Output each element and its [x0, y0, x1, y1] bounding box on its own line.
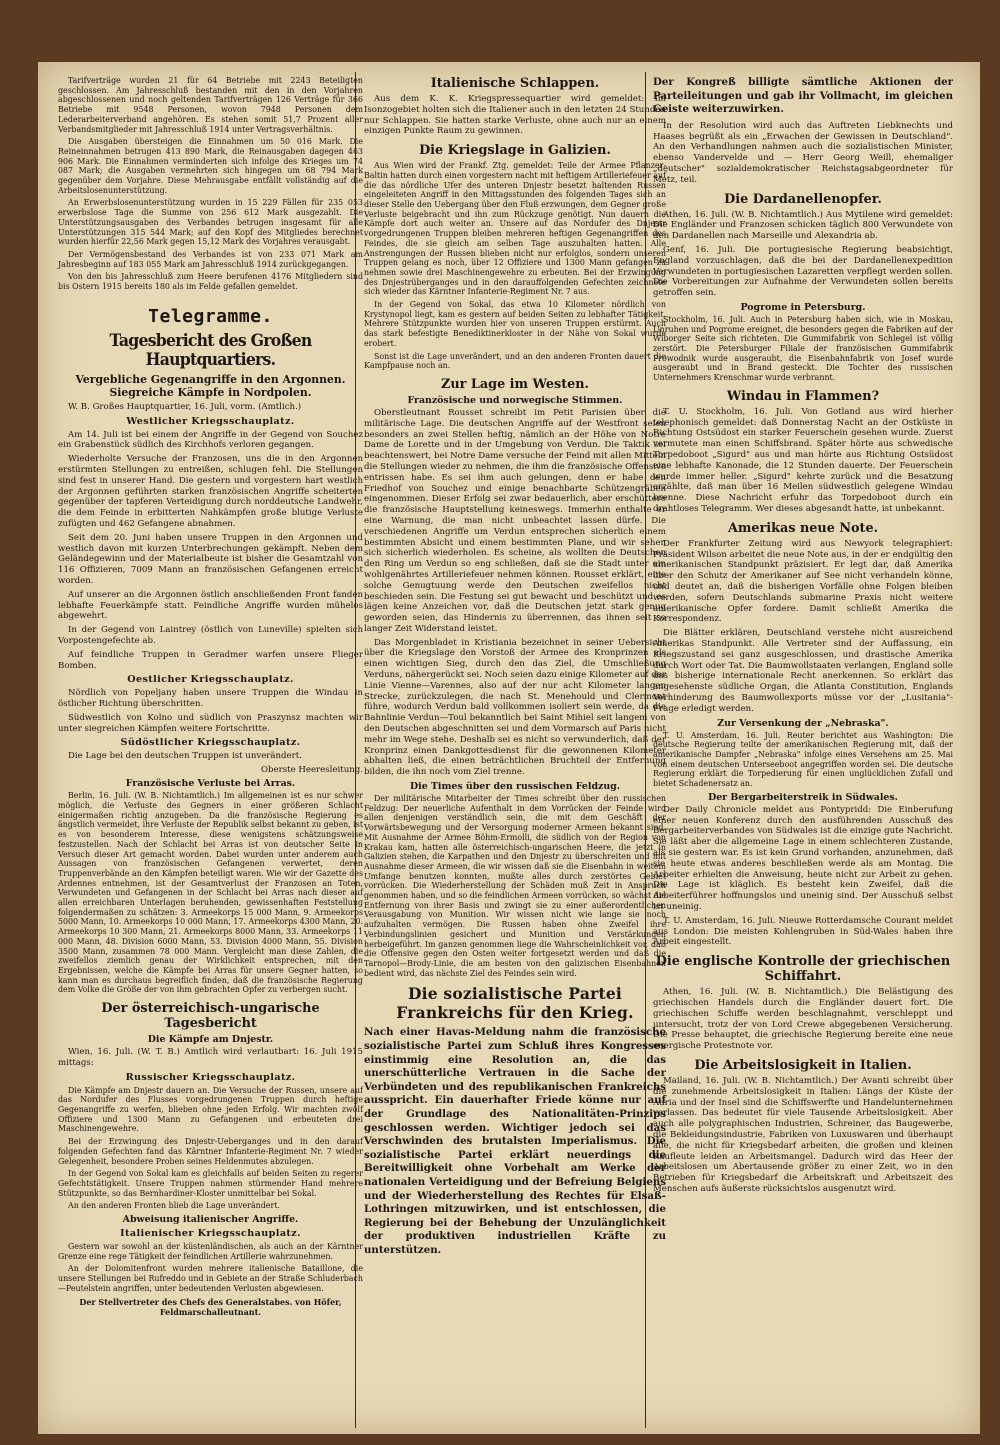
article-paragraph: In der Gegend von Laintrey (östlich von Luneville) spielten sich Vorpostengefechte ab. [58, 625, 363, 646]
section-heading: Westlicher Kriegsschauplatz. [126, 415, 295, 427]
newspaper-page [38, 62, 980, 1434]
article-paragraph: Der Daily Chronicle meldet aus Pontypridd: Die Einberufung einer neuen Konferenz durch den ausführenden Ausschuß des Bergarbeiterverbandes von Südwales ist die einzige gute Nachricht. Sie läßt aber die allgemeine Lage in einem schlechteren Zustande, als sie gestern war. Es ist kein Grund vorhanden, anzunehmen, daß sie heute etwas anderes beschließen werde als am Montag. Die Arbeiter erhielten die Anweisung, heute nicht zur Arbeit zu gehen. Die Lage ist kläglich. Es besteht kein Zweifel, daß die Arbeiterführer hoffnungslos und uneinig sind. Der Ausschuß selbst ist uneinig. [653, 804, 953, 912]
oest-subheading: Die Kämpfe am Dnjestr. [147, 1034, 274, 1046]
article-paragraph: In der Resolution wird auch das Auftreten Liebknechts und Haases begrüßt als ein „Erwachen der Gewissen in Deutschland". An den Verhandlungen nahmen auch die sozialistischen Minister, ebenso Vandervelde und — Herr Georg Weill, ehemaliger „deutscher" sozialdemokratischer Reichstagsabgeordneter für Metz, teil. [653, 120, 953, 185]
windau-heading: Windau in Flammen? [726, 388, 880, 404]
article-paragraph: Nördlich von Popeljany haben unsere Truppen die Windau in östlicher Richtung überschritten. [58, 688, 363, 710]
article-paragraph: Gestern war sowohl an der küstenländischen, als auch an der Kärntner Grenze eine rege Tätigkeit der feindlichen Artillerie wahrzunehmen. [58, 1242, 363, 1261]
article-paragraph: An den anderen Fronten blieb die Lage unverändert. [68, 1201, 280, 1211]
article-paragraph: An Erwerbslosenunterstützung wurden in 15 229 Fällen für 235 053 erwerbslose Tage die Summe von 256 612 Mark ausgezahlt. Die Unterstützungsausgaben des Verbandes betrugen insgesamt für alle Unterstützungen 315 544 Mark; auf den Kopf des Mitgliedes berechnet wurden hierfür 22,56 Mark gegen 15,12 Mark des Vorjahres verausgabt. [58, 198, 363, 247]
article-paragraph: Die Kämpfe am Dnjestr dauern an. Die Versuche der Russen, unsere auf das Nordufer des Flusses vorgedrungenen Truppen durch heftige Gegenangriffe zu werfen, blieben ohne jeden Erfolg. Wir machten zwölf Offiziere und 1300 Mann zu Gefangenen und erbeuteten drei Maschinengewehre. [58, 1085, 363, 1134]
section-heading: Russischer Kriegsschauplatz. [125, 1071, 296, 1083]
section-heading: Oestlicher Kriegsschauplatz. [127, 674, 294, 686]
oest-heading: Der österreichisch-ungarische Tagesbericht [101, 1001, 320, 1032]
article-paragraph: Von den bis Jahresschluß zum Heere berufenen 4176 Mitgliedern sind bis Ostern 1915 bereits 180 als im Felde gefallen gemeldet. [58, 272, 363, 292]
column-2 [364, 76, 666, 1261]
article-paragraph: Der Kongreß billigte sämtliche Aktionen der Parteileitungen und gab ihr Vollmacht, im gleichen Geiste weiterzuwirken. [653, 76, 953, 116]
westen-subheading: Französische und norwegische Stimmen. [407, 394, 623, 406]
article-paragraph: Aus Wien wird der Frankf. Ztg. gemeldet: Teile der Armee Pflanzer-Baltin hatten durch einen vorgestern nacht mit heftigem Artilleriefeuer auf die das nördliche Ufer des unteren Dnjestr besetzt haltenden Russen eingeleiteten Angriff in den Mittagsstunden des folgenden Tages sich an dieser Stelle den Uebergang über den Fluß erzwungen, dem Gegner große Verluste beigebracht und ihn zum Rückzuge genötigt. Nun dauern die Kämpfe dort auch weiter an. Unsere auf das Nordufer des Dnjestr vorgedrungenen Truppen bleiben mehreren heftigen Gegenangriffen des Feindes, die sie gleich am selben Tage auszuhalten hatten. Alle Anstrengungen der Russen blieben nicht nur erfolglos, sondern unseren Truppen gelang es noch, über 12 Offiziere und 1300 Mann gefangen zu nehmen sowie drei Maschinengewehre zu erbeuten. Bei der Erzwingung des Dnjestrüberganges und in den darauffolgenden Gefechten zeichnete sich wieder das Kärntner Infanterie-Regiment Nr. 7 aus. [364, 161, 667, 297]
dateline: Wien, 16. Juli. (W. T. B.) Amtlich wird verlautbart: 16. Juli 1915 mittags: [58, 1047, 363, 1068]
dard-heading: Die Dardanellenopfer. [724, 191, 882, 207]
times-heading: Die Times über den russischen Feldzug. [410, 781, 620, 793]
dateline: W. B. Großes Hauptquartier, 16. Juli, vorm. (Amtlich.) [68, 401, 302, 412]
schlappen-heading: Italienische Schlappen. [430, 76, 600, 91]
italien-heading: Die Arbeitslosigkeit in Italien. [694, 1057, 912, 1073]
tagesbericht-subheading: Vergebliche Gegenangriffe in den Argonnen. Siegreiche Kämpfe in Nordpolen. [75, 372, 346, 399]
article-paragraph: An der Dolomitenfront wurden mehrere italienische Bataillone, die unsere Stellungen bei Rufreddo und in Gebiete an der Straße Schluderbach—Peutelstein angriffen, unter bedeutenden Verlusten abgewiesen. [58, 1264, 363, 1293]
signature: Der Stellvertreter des Chefs des Generalstabes. von Höfer, Feldmarschalleutnant. [79, 1296, 342, 1317]
column-1 [58, 76, 363, 1319]
article-paragraph: Stockholm, 16. Juli. Auch in Petersburg haben sich, wie in Moskau, Unruhen und Pogrome ereignet, die besonders gegen die Fabriken auf der Wiborger Seite sich richteten. Die Gummifabrik von Schlegel ist völlig zerstört. Die Petersburger Filiale der französischen Gummifabrik Prowodnik wurde ausgeraubt, die Eisenbahnfabrik von Josef wurde ausgeraubt und in Brand gesteckt. Die Tochter des russischen Unternehmers Krenschmar wurde verbrannt. [653, 314, 953, 383]
article-paragraph: Wiederholte Versuche der Franzosen, uns die in den Argonnen erstürmten Stellungen zu entreißen, schlugen fehl. Die Stellungen sind fest in unserer Hand. Die gestern und vorgestern hart westlich der Argonnen geführten starken französischen Angriffe scheiterten gegenüber der tapferen Verteidigung durch norddeutsche Landwehr, die dem Feinde in erbitterten Nahkämpfen große blutige Verluste zufügten und 462 Gefangene abnahmen. [58, 454, 363, 529]
article-paragraph: Der Vermögensbestand des Verbandes ist von 233 071 Mark am Jahresbeginn auf 183 055 Mark am Jahresschluß 1914 zurückgegangen. [58, 249, 363, 269]
article-paragraph: In der Gegend von Sokal, das etwa 10 Kilometer nördlich von Krystynopol liegt, kam es gestern auf beiden Seiten zu lebhafter Tätigkeit. Mehrere Stützpunkte wurden hier von unseren Truppen erstürmt. Auch das stark befestigte Benediktinerkloster in der Nähe von Sokal wurde erobert. [364, 300, 666, 348]
westen-heading: Zur Lage im Westen. [440, 376, 590, 392]
article-paragraph: Seit dem 20. Juni haben unsere Truppen in den Argonnen und westlich davon mit kurzen Unterbrechungen gekämpft. Neben dem Geländegewinn und der Materialbeute ist bisher die Gesamtzahl von 116 Offizieren, 7009 Mann an französischen Gefangenen erreicht worden. [58, 532, 363, 586]
article-paragraph: Oberstleutnant Rousset schreibt im Petit Parisien über die militärische Lage. Die deutschen Angriffe auf der Westfront seien besonders an zwei Stellen heftig, nämlich an der Höhe von Notre Dame de Lorette und in der Umgebung von Verdun. Die Taktik sei beachtenswert, bei Notre Dame versuche der Feind mit allen Mitteln die Stellungen wieder zu nehmen, die ihm die französische Offensive entrissen habe. Es sei ihm auch gelungen, denn er habe den Friedhof von Souchez und einige benachbarte Schützengräben eingenommen. Dieser Erfolg sei zwar bedauerlich, aber erschüttere die französische Hauptstellung keineswegs. Immerhin enthalte er eine Warnung, die man nicht unbeachtet lassen dürfe. Die verschiedenen Angriffe um Verdun entsprechen sicherlich einem bestimmten Absicht und einem bestimmten Plane, und wir sehen sich sicherlich wiederholen. Es scheine, als wollten die Deutschen den Ring um Verdun so eng schließen, daß sie die Stadt unter ein wohlgenährtes Artilleriefeuer nehmen können. Rousset erklärt, eine solche Genugtuung werde den Deutschen zweifellos nicht beschieden sein. Die Festung sei gut bewacht und beschützt und es lägen keine Anzeichen vor, daß die Deutschen jetzt stark genug geworden seien, das Hindernis zu überrennen, das ihnen seit so langer Zeit Widerstand leistet. [364, 407, 666, 634]
article-paragraph: Athen, 16. Juli. (W. B. Nichtamtlich.) Aus Mytilene wird gemeldet: Die Engländer und Franzosen schicken täglich 800 Verwundete von den Dardanellen nach Marseille und Alexandria ab. [653, 209, 953, 242]
telegramme-heading: Telegramme. [148, 305, 273, 327]
column-3 [653, 76, 953, 1198]
article-paragraph: Genf, 16. Juli. Die portugiesische Regierung beabsichtigt, England vorzuschlagen, daß die bei der Dardanellenexpedition Verwundeten in portugiesischen Lazaretten verpflegt werden sollen. Die Vorbereitungen zur Aufnahme der Verwundeten sollen bereits getroffen sein. [653, 244, 953, 299]
pogrome-heading: Pogrome in Petersburg. [740, 301, 866, 313]
article-paragraph: Berlin, 16. Juli. (W. B. Nichtamtlich.) Im allgemeinen ist es nur schwer möglich, die Verluste des Gegners in einer größeren Schlacht einigermaßen richtig anzugeben. Da die französische Regierung es ängstlich vermeidet, ihre Verluste der Republik selbst bekannt zu geben, ist es von besonderem Interesse, diese wenigstens schätzungsweise festzustellen. Nach der Schlacht bei Arras ist von deutscher Seite in Versuch dieser Art gemacht worden. Dabei wurden unter anderem auch Aussagen von französischen Gefangenen verwertet, deren Truppenverbände an den Kämpfen beteiligt waren. Wie wir der Gazette des Ardennes entnehmen, ist der Gesamtverlust der Franzosen an Toten, Verwundeten und Gefangenen in der Schlacht bei Arras nach dieser auf allen erreichbaren Unterlagen beruhenden, gewissenhaften Feststellung folgendermaßen zu schätzen: 3. Armeekorps 15 000 Mann, 9. Armeekorps 5000 Mann, 10. Armeekorps 10 000 Mann, 17. Armeekorps 4300 Mann, 20. Armeekorps 10 300 Mann, 21. Armeekorps 8000 Mann, 33. Armeekorps 11 000 Mann, 48. Division 6000 Mann, 53. Division 4000 Mann, 55. Division 3500 Mann, zusammen 78 000 Mann. Vergleicht man diese Zahlen, die zweifellos ziemlich genau der Wirklichkeit entsprechen, mit den Ergebnissen, welche die Kämpfe bei Arras für unsere Gegner hatten, so kann man es durchaus begreiflich finden, daß die französische Regierung dem Volke die Größe der von ihm gebrachten Opfer zu verbergen sucht. [58, 791, 363, 995]
wales-heading: Der Bergarbeiterstreik in Südwales. [708, 791, 898, 803]
article-paragraph: Das Morgenbladet in Kristiania bezeichnet in seiner Uebersicht über die Kriegslage den Vorstoß der Armee des Kronprinzen als einen wichtigen Sieg, durch den das Ziel, die Umschließung Verduns, nähergerückt sei. Noch seien dazu einige Kilometer auf der Linie Vienne—Varennes, also auf der nur acht Kilometer langen Strecke, zurückzulegen, die nach St. Menehould und Clermont führe, wodurch Verdun bald vollkommen isoliert sein werde, da die Bahnlinie Verdun—Toul bekanntlich bei Saint Mihiel seit langem von den Deutschen abgeschnitten sei und dem Vormarsch auf Paris nicht mehr im Wege stehe. Deshalb sei es nicht so verwunderlich, daß der Kronprinz einen Dankgottesdienst für die gewonnenen Kilometer abhalten ließ, die einen beträchtlichen Bruchteil der Entfernung bilden, die ihn noch vom Ziel trenne. [364, 637, 666, 778]
amerika-heading: Amerikas neue Note. [727, 520, 879, 536]
article-paragraph: Auf feindliche Truppen in Geradmer warfen unsere Flieger Bomben. [58, 649, 363, 671]
arras-heading: Französische Verluste bei Arras. [125, 778, 296, 790]
tagesbericht-heading: Tagesbericht des Großen Hauptquartiers. [109, 330, 312, 369]
signature: Oberste Heeresleitung. [260, 765, 363, 776]
article-paragraph: Der Frankfurter Zeitung wird aus Newyork telegraphiert: Präsident Wilson arbeitet die neue Note aus, in der er endgültig den amerikanischen Standpunkt präzisiert. Er legt dar, daß Amerika über den Schutz der Amerikaner auf See nicht verhandeln könne, und deutet an, daß die bisherigen Vorfälle ohne Folgen bleiben werden, sofern Deutschlands submarine Praxis nicht weitere amerikanische Opfer fordere. Damit schließt Amerika die Korrespondenz. [653, 538, 953, 625]
article-paragraph: Nach einer Havas-Meldung nahm die französische sozialistische Partei zum Schluß ihres Kongresses einstimmig eine Resolution an, die das unerschütterliche Vertrauen in die Sache der Verbündeten und des republikanischen Frankreichs ausspricht. Ein dauerhafter Friede könne nur auf der Grundlage des Nationalitäten-Prinzips geschlossen werden. Wichtiger jedoch sei das Verschwinden des brutalsten Imperialismus. Die sozialistische Partei erklärt neuerdings die Bereitwilligkeit ohne Vorbehalt am Werke der nationalen Verteidigung und der Befreiung Belgiens und der Wiederherstellung des Rechtes für Elsaß-Lothringen mitzuwirken, und ist entschlossen, die Regierung bei der Behebung der Unzulänglichkeit der produktiven industriellen Kräfte zu unterstützen. [364, 1026, 666, 1256]
article-paragraph: Die Blätter erklären, Deutschland verstehe nicht ausreichend Amerikas Standpunkt. Alle Vertreter sind der Auffassung, ein Kriegszustand sei ganz ausgeschlossen, und drastische Amerika durch Wort oder Tat. Die Baumwollstaaten verlangen, England solle das bisherige internationale Recht anerkennen. So erklärt das angesehenste südliche Organ, die Atlanta Constitution, Englands Verhinderung des Baumwollexports müsse vor der „Lusitania"-Frage erledigt werden. [653, 628, 953, 714]
article-paragraph: T. U. Stockholm, 16. Juli. Von Gotland aus wird hierher telephonisch gemeldet: daß Donnerstag Nacht an der Ostküste in Richtung Ostsüdost ein starker Feuerschein gesehen wurde. Zuerst vermutete man einen Schiffsbrand. Später hörte aus schwedische Torpedoboot „Sigurd" aus und man hörte aus Richtung Ostsüdost eine lebhafte Kanonade, die 12 Stunden dauerte. Der Feuerschein wurde immer heller. „Sigurd" kehrte zurück und die Besatzung erzählte, daß man über 16 Meilen südwestlich gelegene Windau brenne. Diese Nachricht erfuhr das Torpedoboot durch ein drahtloses Telegramm. Wer dieses abgesandt hatte, ist unbekannt. [653, 406, 953, 515]
article-paragraph: Die Ausgaben übersteigen die Einnahmen um 50 016 Mark. Die Reineinnahmen betrugen 413 890 Mark, die Reinausgaben dagegen 463 906 Mark. Die Einnahmen verminderten sich infolge des Krieges um 74 087 Mark; die Ausgaben vermehrten sich hingegen um 68 794 Mark gegenüber dem Vorjahre. Diese Mehrausgabe entfällt vollständig auf die Arbeitslosenunterstützung. [58, 137, 363, 195]
griech-heading: Die englische Kontrolle der griechischen Schiffahrt. [655, 954, 951, 985]
article-paragraph: Mailand, 16. Juli. (W. B. Nichtamtlich.) Der Avanti schreibt über die zunehmende Arbeitslosigkeit in Italien: Längs der Küste der Adria und der Insel sind die Schiffswerfte und Handelunternehmen verlassen. Das bedeutet für viele Tausende Arbeitslosigkeit. Aber auch alle polygraphischen Industrien, Schreiner, das Baugewerbe, die Bekleidungsindustrie, Fabriken von Luxuswaren und überhaupt alle, die nicht für Kriegsbedarf arbeiten, die großen und kleinen Kaufleute leiden an Arbeitsmangel. Dadurch wird das Heer der Arbeitslosen um Abertausende größer zu einer Zeit, wo in den Betrieben für Kriegsbedarf die Arbeitskraft und Arbeitszeit des Menschen aufs äußerste rücksichtslos ausgenutzt wird. [653, 1075, 953, 1194]
galizien-heading: Die Kriegslage in Galizien. [419, 143, 611, 159]
article-paragraph: T. U. Amsterdam, 16. Juli. Reuter berichtet aus Washington: Die deutsche Regierung teilte der amerikanischen Regierung mit, daß der amerikanische Dampfer „Nebraska" infolge eines Versehens am 25. Mai von einem deutschen Unterseeboot angegriffen worden sei. Die deutsche Regierung erklärt die Torpedierung für einen unglücklichen Zufall und bietet Schadenersatz an. [653, 730, 953, 789]
article-paragraph: Sonst ist die Lage unverändert, und an den anderen Fronten dauert die Kampfpause noch an. [364, 351, 666, 371]
article-paragraph: Bei der Erzwingung des Dnjestr-Ueberganges und in den darauf folgenden Gefechten fand das Kärntner Infanterie-Regiment Nr. 7 wieder Gelegenheit, besondere Proben seines Heldenmutes abzulegen. [58, 1137, 363, 1166]
article-paragraph: In der Gegend von Sokal kam es gleichfalls auf beiden Seiten zu regerer Gefechtstätigkeit. Unsere Truppen nahmen stürmender Hand mehrere Stützpunkte, so das Bernhardiner-Kloster unmittelbar bei Sokal. [58, 1169, 363, 1198]
article-paragraph: Die Lage bei den deutschen Truppen ist unverändert. [68, 751, 302, 762]
article-paragraph: Auf unserer an die Argonnen östlich anschließenden Front fanden lebhafte Feuerkämpfe statt. Feindliche Angriffe wurden mühelos abgewehrt. [58, 589, 363, 622]
article-paragraph: Athen, 16. Juli. (W. B. Nichtamtlich.) Die Belästigung des griechischen Handels durch die Engländer dauert fort. Die griechischen Schiffe werden beschlagnahmt, verschleppt und untersucht, trotz der von Lord Crewe abgegebenen Versicherung. Die Presse behauptet, die griechische Regierung bereite eine neue energische Protestnote vor. [653, 987, 953, 1052]
article-paragraph: Der militärische Mitarbeiter der Times schreibt über den russischen Feldzug: Der neuerliche Aufenthalt in dem Vorrücken der Feinde wird allen denjenigen verständlich sein, die mit dem Geschäft der Vorwärtsbewegung und der Versorgung moderner Armeen bekannt sind. Mit Ausnahme der Armee Böhm-Ermolli, die südlich von der Region von Krakau kam, hatten alle österreichisch-ungarischen Heere, die jetzt in Galizien stehen, die Karpathen und den Dnjestr zu überschreiten und mit Ausnahme dieser Armeen, die wir wissen daß sie die Eisenbahn in weitem Umfange benutzen konnten, mußte alles durch zerstörtes Gebiet vorrücken. Die Wiederherstellung der Schäden muß Zeit in Anspruch genommen haben, und so die feindlichen Armeen vorrücken, so wächst die Entfernung von ihrer Basis und zwingt sie zu einer außerordentlichen Verausgabung von Munition. Wir wissen nicht wie lange sie noch aufzuhalten vermögen. Die Russen haben ohne Zweifel ihre Verbindungslinien gesichert und Munition und Verstärkungen herbeigeführt. Im ganzen genommen liege die Wahrscheinlichkeit vor, daß die Offensive gegen den Osten weiter fortgesetzt werden und daß die Tarnopol—Brody-Linie, die am besten von den galizischen Eisenbahnen bedient wird, das nächste Ziel des Feindes sein wird. [364, 794, 666, 978]
article-paragraph: Tarifverträge wurden 21 für 64 Betriebe mit 2243 Beteiligten geschlossen. Am Jahresschluß bestanden mit den in den Vorjahren abgeschlossenen und noch geltenden Tarifverträgen 126 Verträge für 366 Betriebe mit 9548 Personen, wovon 7948 Personen dem Lederarbeiterverband angehören. Es stehen somit 51,7 Prozent aller Verbandsmitglieder mit Jahresschluß 1914 unter Vertragsverhältnis. [58, 76, 363, 134]
section-heading: Südöstlicher Kriegsschauplatz. [120, 737, 301, 749]
article-paragraph: Am 14. Juli ist bei einem der Angriffe in der Gegend von Souchez ein Grabenstück südlich des Kirchhofs verloren gegangen. [58, 429, 363, 451]
section-heading: Italienischer Kriegsschauplatz. [120, 1228, 301, 1240]
section-heading: Abweisung italienischer Angriffe. [122, 1214, 299, 1226]
article-paragraph: T. U. Amsterdam, 16. Juli. Nieuwe Rotterdamsche Courant meldet aus London: Die meisten Kohlengruben in Süd-Wales haben ihre Arbeit eingestellt. [653, 915, 953, 948]
nebraska-heading: Zur Versenkung der „Nebraska". [717, 717, 889, 729]
soz-heading: Die sozialistische Partei Frankreichs für den Krieg. [396, 984, 634, 1023]
article-paragraph: Südwestlich von Kolno und südlich von Praszynsz machten wir unter siegreichen Kämpfen weitere Fortschritte. [58, 712, 363, 734]
article-paragraph: Aus dem K. K. Kriegspressequartier wird gemeldet: Im Isonzogebiet holten sich die Italiener auch in den letzten 24 Stunden nur Schlappen. Sie hatten starke Verluste, ohne auch nur an einem einzigen Punkte Raum zu gewinnen. [364, 94, 666, 137]
